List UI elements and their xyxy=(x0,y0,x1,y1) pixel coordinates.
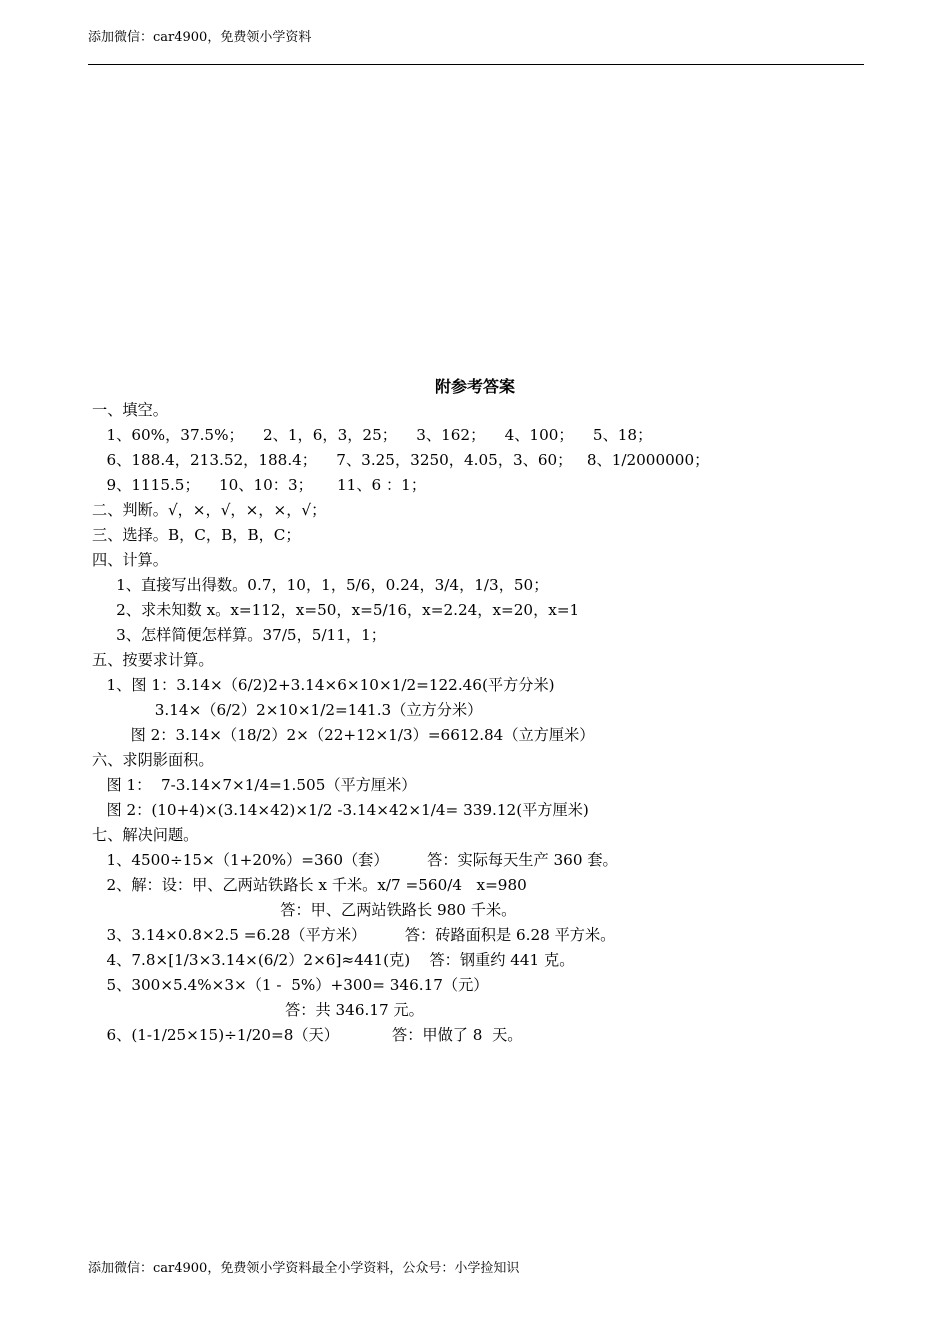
required-calc-fig2: 图 2：3.14×（18/2）2×（22+12×1/3）=6612.84（立方厘米） xyxy=(92,726,595,744)
section-choice: 三、选择。B，C，B，B，C； xyxy=(92,526,301,544)
calculation-unknown: 2、求未知数 x。x=112，x=50，x=5/16，x=2.24，x=20，x=1 xyxy=(92,601,580,619)
problem-6: 6、(1-1/25×15)÷1/20=8（天） 答：甲做了 8 天。 xyxy=(92,1026,523,1044)
problem-1: 1、4500÷15×（1+20%）=360（套） 答：实际每天生产 360 套。 xyxy=(92,851,618,869)
page-header: 添加微信：car4900，免费领小学资料 xyxy=(88,30,312,45)
section-problem-solving: 七、解决问题。 xyxy=(92,826,199,844)
shaded-area-fig1: 图 1： 7-3.14×7×1/4=1.505（平方厘米） xyxy=(92,776,417,794)
section-shaded-area: 六、求阴影面积。 xyxy=(92,751,214,769)
shaded-area-fig2: 图 2：(10+4)×(3.14×42)×1/2 -3.14×42×1/4= 339.12(平方厘米) xyxy=(92,801,589,819)
problem-2-answer: 答：甲、乙两站铁路长 980 千米。 xyxy=(92,901,517,919)
fill-blank-row-2: 6、188.4，213.52，188.4； 7、3.25，3250，4.05，3、60； 8、1/2000000； xyxy=(92,451,710,469)
section-required-calc: 五、按要求计算。 xyxy=(92,651,214,669)
answer-body xyxy=(92,398,912,1048)
problem-3: 3、3.14×0.8×2.5 =6.28（平方米） 答：砖路面积是 6.28 平方米。 xyxy=(92,926,616,944)
problem-4: 4、7.8×[1/3×3.14×(6/2）2×6]≈441(克) 答：钢重约 441 克。 xyxy=(92,951,575,969)
page-footer: 添加微信：car4900，免费领小学资料最全小学资料，公众号：小学捡知识 xyxy=(88,1261,520,1276)
answer-title: 附参考答案 xyxy=(434,377,515,396)
calculation-direct: 1、直接写出得数。0.7，10，1，5/6，0.24，3/4，1/3，50； xyxy=(92,576,549,594)
fill-blank-row-1: 1、60%，37.5%； 2、1，6，3，25； 3、162； 4、100； 5、18； xyxy=(92,426,653,444)
section-fill-blank: 一、填空。 xyxy=(92,401,168,419)
problem-2: 2、解：设：甲、乙两站铁路长 x 千米。x/7 =560/4 x=980 xyxy=(92,876,527,894)
problem-5: 5、300×5.4%×3×（1 - 5%）+300= 346.17（元） xyxy=(92,976,489,994)
required-calc-fig1-volume: 3.14×（6/2）2×10×1/2=141.3（立方分米） xyxy=(92,701,483,719)
required-calc-fig1-area: 1、图 1：3.14×（6/2)2+3.14×6×10×1/2=122.46(平方分米) xyxy=(92,676,555,694)
fill-blank-row-3: 9、1115.5； 10、10：3； 11、6 ：1； xyxy=(92,476,427,494)
calculation-simplify: 3、怎样简便怎样算。37/5，5/11，1； xyxy=(92,626,386,644)
section-judgement: 二、判断。√，×，√，×，×，√； xyxy=(92,501,327,519)
header-rule xyxy=(88,64,864,65)
problem-5-answer: 答：共 346.17 元。 xyxy=(92,1001,424,1019)
section-calculation: 四、计算。 xyxy=(92,551,168,569)
